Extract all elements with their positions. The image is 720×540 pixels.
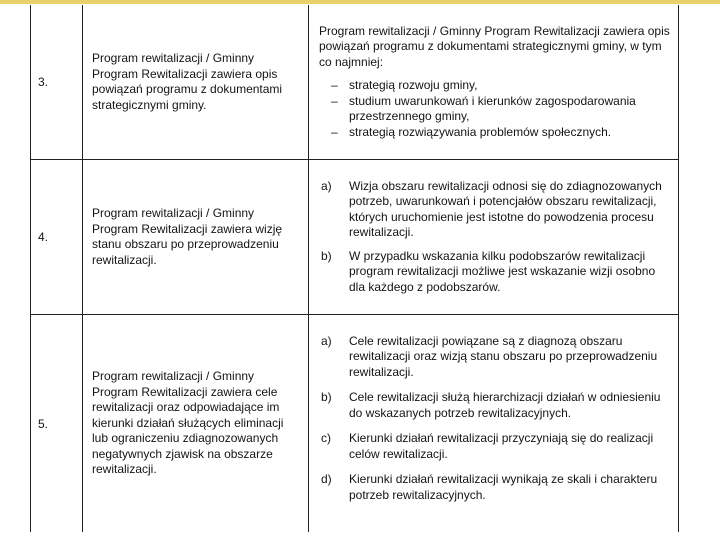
list-item-text: Kierunki działań rewitalizacji wynikają ze skali i charakteru potrzeb rewitalizacyjnych. xyxy=(349,472,658,502)
criterion-description: Program rewitalizacji / Gminny Program Rewitalizacji zawiera cele rewitalizacji oraz odpowiadające im kierunki działań służących eliminacji lub ograniczeniu zdiagnozowanych negatywnych zjawisk na obszarze rewitalizacji. xyxy=(83,315,309,533)
list-item-text: studium uwarunkowań i kierunków zagospodarowania przestrzennego gminy, xyxy=(349,93,636,124)
row-number: 3. xyxy=(31,5,83,160)
item-marker: b) xyxy=(321,248,332,263)
requirement-list xyxy=(319,78,670,140)
requirement-list xyxy=(319,179,670,296)
top-accent-bar xyxy=(0,0,720,4)
list-item xyxy=(319,179,670,241)
dash-marker: – xyxy=(331,93,338,108)
list-item xyxy=(319,78,670,94)
row-number: 4. xyxy=(31,160,83,315)
list-item xyxy=(319,334,670,381)
item-marker: a) xyxy=(321,178,332,193)
list-item xyxy=(319,249,670,296)
criterion-requirements xyxy=(309,160,679,315)
requirement-list xyxy=(319,334,670,504)
list-item-text: Cele rewitalizacji powiązane są z diagnozą obszaru rewitalizacji oraz wizją stanu obszaru po przeprowadzeniu rewitalizacji. xyxy=(349,333,658,379)
item-marker: d) xyxy=(321,472,332,487)
list-item xyxy=(319,94,670,125)
requirement-intro: Program rewitalizacji / Gminny Program Rewitalizacji zawiera opis powiązań programu z dokumentami strategicznymi gminy, w tym co najmniej: xyxy=(319,23,670,69)
criterion-description: Program rewitalizacji / Gminny Program Rewitalizacji zawiera wizję stanu obszaru po przeprowadzeniu rewitalizacji. xyxy=(83,160,309,315)
list-item xyxy=(319,431,670,462)
list-item-text: strategią rozwiązywania problemów społecznych. xyxy=(349,124,612,139)
list-item xyxy=(319,390,670,421)
criterion-requirements xyxy=(309,315,679,533)
item-marker: a) xyxy=(321,333,332,348)
row-number: 5. xyxy=(31,315,83,533)
table-row xyxy=(31,5,679,160)
criterion-requirements xyxy=(309,5,679,160)
criterion-description: Program rewitalizacji / Gminny Program Rewitalizacji zawiera opis powiązań programu z dokumentami strategicznymi gminy. xyxy=(83,5,309,160)
item-marker: b) xyxy=(321,390,332,405)
table-row xyxy=(31,315,679,533)
list-item-text: W przypadku wskazania kilku podobszarów rewitalizacji program rewitalizacji możliwe jest wskazanie wizji osobno dla każdego z podobszarów. xyxy=(349,248,656,294)
dash-marker: – xyxy=(331,78,338,93)
criteria-table xyxy=(30,5,679,532)
table-row xyxy=(31,160,679,315)
list-item-text: Cele rewitalizacji służą hierarchizacji działań w odniesieniu do wskazanych potrzeb rewitalizacyjnych. xyxy=(349,390,661,420)
list-item-text: strategią rozwoju gminy, xyxy=(349,78,478,93)
list-item xyxy=(319,472,670,503)
list-item xyxy=(319,125,670,141)
list-item-text: Kierunki działań rewitalizacji przyczyniają się do realizacji celów rewitalizacji. xyxy=(349,431,654,461)
dash-marker: – xyxy=(331,124,338,139)
item-marker: c) xyxy=(321,431,331,446)
list-item-text: Wizja obszaru rewitalizacji odnosi się do zdiagnozowanych potrzeb, uwarunkowań i potencjałów obszaru rewitalizacji, których uruchomienie jest istotne do powodzenia procesu rewitalizacji. xyxy=(349,178,662,240)
